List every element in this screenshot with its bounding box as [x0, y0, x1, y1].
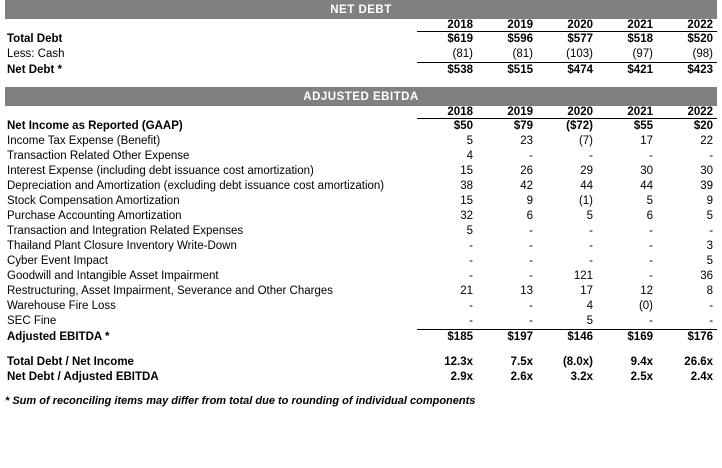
- row-value: 29: [580, 165, 593, 177]
- table-row: [5, 370, 717, 385]
- row-value: 44: [640, 180, 653, 192]
- row-value: 26: [520, 165, 533, 177]
- net-debt-year-2019: 2019: [477, 19, 537, 32]
- row-label: SEC Fine: [7, 315, 57, 328]
- row-value: 39: [700, 180, 714, 192]
- row-value: 9: [706, 195, 714, 207]
- net-debt-year-2020: 2020: [537, 19, 597, 32]
- net-debt-table: [5, 0, 717, 87]
- row-value: -: [529, 225, 533, 237]
- row-value: 5: [586, 210, 593, 222]
- row-label: Net Debt *: [7, 63, 62, 76]
- row-value: 5: [706, 255, 714, 267]
- row-value: 22: [700, 135, 714, 147]
- table-row: [5, 47, 717, 63]
- table-row: [5, 330, 717, 346]
- row-value: $55: [633, 120, 653, 132]
- row-label: Total Debt: [7, 32, 63, 45]
- row-value: 2.9x: [450, 371, 473, 383]
- adjusted-ebitda-table: [5, 87, 717, 385]
- row-value: 36: [700, 270, 714, 282]
- row-value: (7): [578, 135, 593, 147]
- row-value: 42: [520, 180, 533, 192]
- row-value: $50: [453, 120, 473, 132]
- adjusted-ebitda-year-2019: 2019: [477, 106, 537, 119]
- row-value: $538: [417, 63, 477, 79]
- row-value: 4: [466, 150, 473, 162]
- row-label: Warehouse Fire Loss: [7, 300, 116, 312]
- row-value: (103): [566, 48, 593, 60]
- table-row: [5, 164, 717, 179]
- row-value: 44: [580, 180, 593, 192]
- row-value: 5: [706, 210, 714, 222]
- table-row: [5, 209, 717, 224]
- row-value: 5: [466, 135, 473, 147]
- row-value: -: [469, 300, 473, 312]
- table-row: [5, 149, 717, 164]
- net-debt-band-title: NET DEBT: [5, 0, 717, 19]
- row-label: Purchase Accounting Amortization: [7, 210, 182, 222]
- row-value: 6: [526, 210, 533, 222]
- table-row: [5, 224, 717, 239]
- table-row: [5, 269, 717, 284]
- row-value: 12.3x: [444, 356, 473, 368]
- row-value: 17: [580, 285, 593, 297]
- row-value: 26.6x: [684, 356, 714, 368]
- footnote-container: [0, 391, 722, 407]
- row-value: -: [529, 150, 533, 162]
- row-value: -: [709, 315, 714, 327]
- row-label: Transaction and Integration Related Expenses: [7, 225, 244, 237]
- row-value: 2.5x: [630, 371, 653, 383]
- row-value: -: [649, 315, 653, 327]
- row-value: $596: [507, 33, 533, 45]
- row-value: -: [649, 240, 653, 252]
- row-value: 9: [526, 195, 533, 207]
- row-value: -: [709, 150, 714, 162]
- row-label: Stock Compensation Amortization: [7, 195, 180, 207]
- table-row: [5, 355, 717, 370]
- row-value: -: [709, 300, 714, 312]
- row-value: -: [529, 255, 533, 267]
- table-row: [5, 299, 717, 314]
- adjusted-ebitda-band-title: ADJUSTED EBITDA: [5, 87, 717, 106]
- row-value: 5: [466, 225, 473, 237]
- section-gap: [5, 78, 717, 87]
- row-spacer: [5, 345, 717, 355]
- table-row: [5, 134, 717, 149]
- row-value: 5: [586, 315, 593, 327]
- table-row: [5, 179, 717, 194]
- row-value: $20: [693, 120, 714, 132]
- table-row: [5, 239, 717, 254]
- row-value: $423: [657, 63, 717, 79]
- row-value: -: [589, 240, 593, 252]
- net-debt-header-row: [5, 19, 717, 32]
- row-label: Net Income as Reported (GAAP): [7, 119, 183, 132]
- row-value: -: [649, 225, 653, 237]
- adjusted-ebitda-header-blank: [5, 106, 417, 119]
- net-debt-year-2022: 2022: [657, 19, 717, 32]
- row-value: 38: [460, 180, 473, 192]
- row-value: 30: [700, 165, 714, 177]
- row-value: 2.4x: [690, 371, 714, 383]
- row-value: $518: [627, 33, 653, 45]
- row-label: Adjusted EBITDA *: [7, 330, 110, 343]
- row-value: 13: [520, 285, 533, 297]
- row-label: Net Debt / Adjusted EBITDA: [7, 371, 159, 383]
- net-debt-section-band: [5, 0, 717, 19]
- row-value: (97): [632, 48, 653, 60]
- row-value: -: [589, 225, 593, 237]
- row-value: -: [649, 270, 653, 282]
- row-value: $185: [417, 330, 477, 346]
- table-row: [5, 194, 717, 209]
- row-value: 17: [640, 135, 653, 147]
- row-label: Depreciation and Amortization (excluding debt issuance cost amortization): [7, 180, 385, 192]
- table-row: [5, 254, 717, 269]
- row-value: (0): [638, 300, 653, 312]
- adjusted-ebitda-header-row: [5, 106, 717, 119]
- row-value: $79: [513, 120, 533, 132]
- table-row: [5, 314, 717, 330]
- row-value: (81): [512, 48, 533, 60]
- row-value: ($72): [566, 120, 593, 132]
- row-value: -: [469, 240, 473, 252]
- row-value: (81): [452, 48, 473, 60]
- row-value: -: [529, 270, 533, 282]
- net-debt-header-blank: [5, 19, 417, 32]
- row-label: Cyber Event Impact: [7, 255, 108, 267]
- row-value: $421: [597, 63, 657, 79]
- row-label: Restructuring, Asset Impairment, Severance and Other Charges: [7, 285, 333, 297]
- net-debt-year-2021: 2021: [597, 19, 657, 32]
- table-row: [5, 63, 717, 79]
- table-row: [5, 284, 717, 299]
- row-label: Thailand Plant Closure Inventory Write-Down: [7, 240, 237, 252]
- row-value: 21: [460, 285, 473, 297]
- row-value: 7.5x: [510, 356, 533, 368]
- adjusted-ebitda-year-2021: 2021: [597, 106, 657, 119]
- net-debt-year-2018: 2018: [417, 19, 477, 32]
- row-value: -: [589, 150, 593, 162]
- row-value: -: [469, 270, 473, 282]
- row-value: 6: [646, 210, 653, 222]
- row-label: Transaction Related Other Expense: [7, 150, 190, 162]
- row-value: 5: [646, 195, 653, 207]
- row-value: 3: [706, 240, 714, 252]
- row-label: Interest Expense (including debt issuance cost amortization): [7, 165, 314, 177]
- row-value: 4: [586, 300, 593, 312]
- row-value: $515: [477, 63, 537, 79]
- row-value: $169: [597, 330, 657, 346]
- row-label: Income Tax Expense (Benefit): [7, 135, 161, 147]
- row-value: $474: [537, 63, 597, 79]
- row-value: 32: [460, 210, 473, 222]
- row-value: -: [529, 240, 533, 252]
- row-label: Total Debt / Net Income: [7, 356, 134, 368]
- row-value: 3.2x: [570, 371, 593, 383]
- row-value: $619: [447, 33, 473, 45]
- row-value: $197: [477, 330, 537, 346]
- row-value: -: [649, 150, 653, 162]
- row-value: 121: [573, 270, 593, 282]
- table-row: [5, 119, 717, 135]
- row-value: -: [709, 225, 714, 237]
- row-value: $146: [537, 330, 597, 346]
- row-value: -: [589, 255, 593, 267]
- row-value: 12: [640, 285, 653, 297]
- row-value: 15: [460, 165, 473, 177]
- row-value: 30: [640, 165, 653, 177]
- row-label: Goodwill and Intangible Asset Impairment: [7, 270, 219, 282]
- footnote-text: * Sum of reconciling items may differ from total due to rounding of individual components: [5, 395, 476, 407]
- row-value: -: [469, 315, 473, 327]
- row-value: (98): [692, 48, 713, 60]
- row-label: Less: Cash: [7, 48, 65, 61]
- adjusted-ebitda-year-2018: 2018: [417, 106, 477, 119]
- row-value: -: [469, 255, 473, 267]
- row-value: 9.4x: [630, 356, 653, 368]
- row-value: $577: [567, 33, 593, 45]
- row-value: -: [529, 315, 533, 327]
- row-value: 15: [460, 195, 473, 207]
- row-value: -: [529, 300, 533, 312]
- row-value: -: [649, 255, 653, 267]
- row-value: 8: [706, 285, 714, 297]
- row-value: (1): [578, 195, 593, 207]
- adjusted-ebitda-section-band: [5, 87, 717, 106]
- adjusted-ebitda-year-2022: 2022: [657, 106, 717, 119]
- adjusted-ebitda-year-2020: 2020: [537, 106, 597, 119]
- row-value: 2.6x: [510, 371, 533, 383]
- row-value: $176: [657, 330, 717, 346]
- row-value: $520: [687, 33, 713, 45]
- row-value: 23: [520, 135, 533, 147]
- row-value: (8.0x): [562, 356, 593, 368]
- table-row: [5, 32, 717, 48]
